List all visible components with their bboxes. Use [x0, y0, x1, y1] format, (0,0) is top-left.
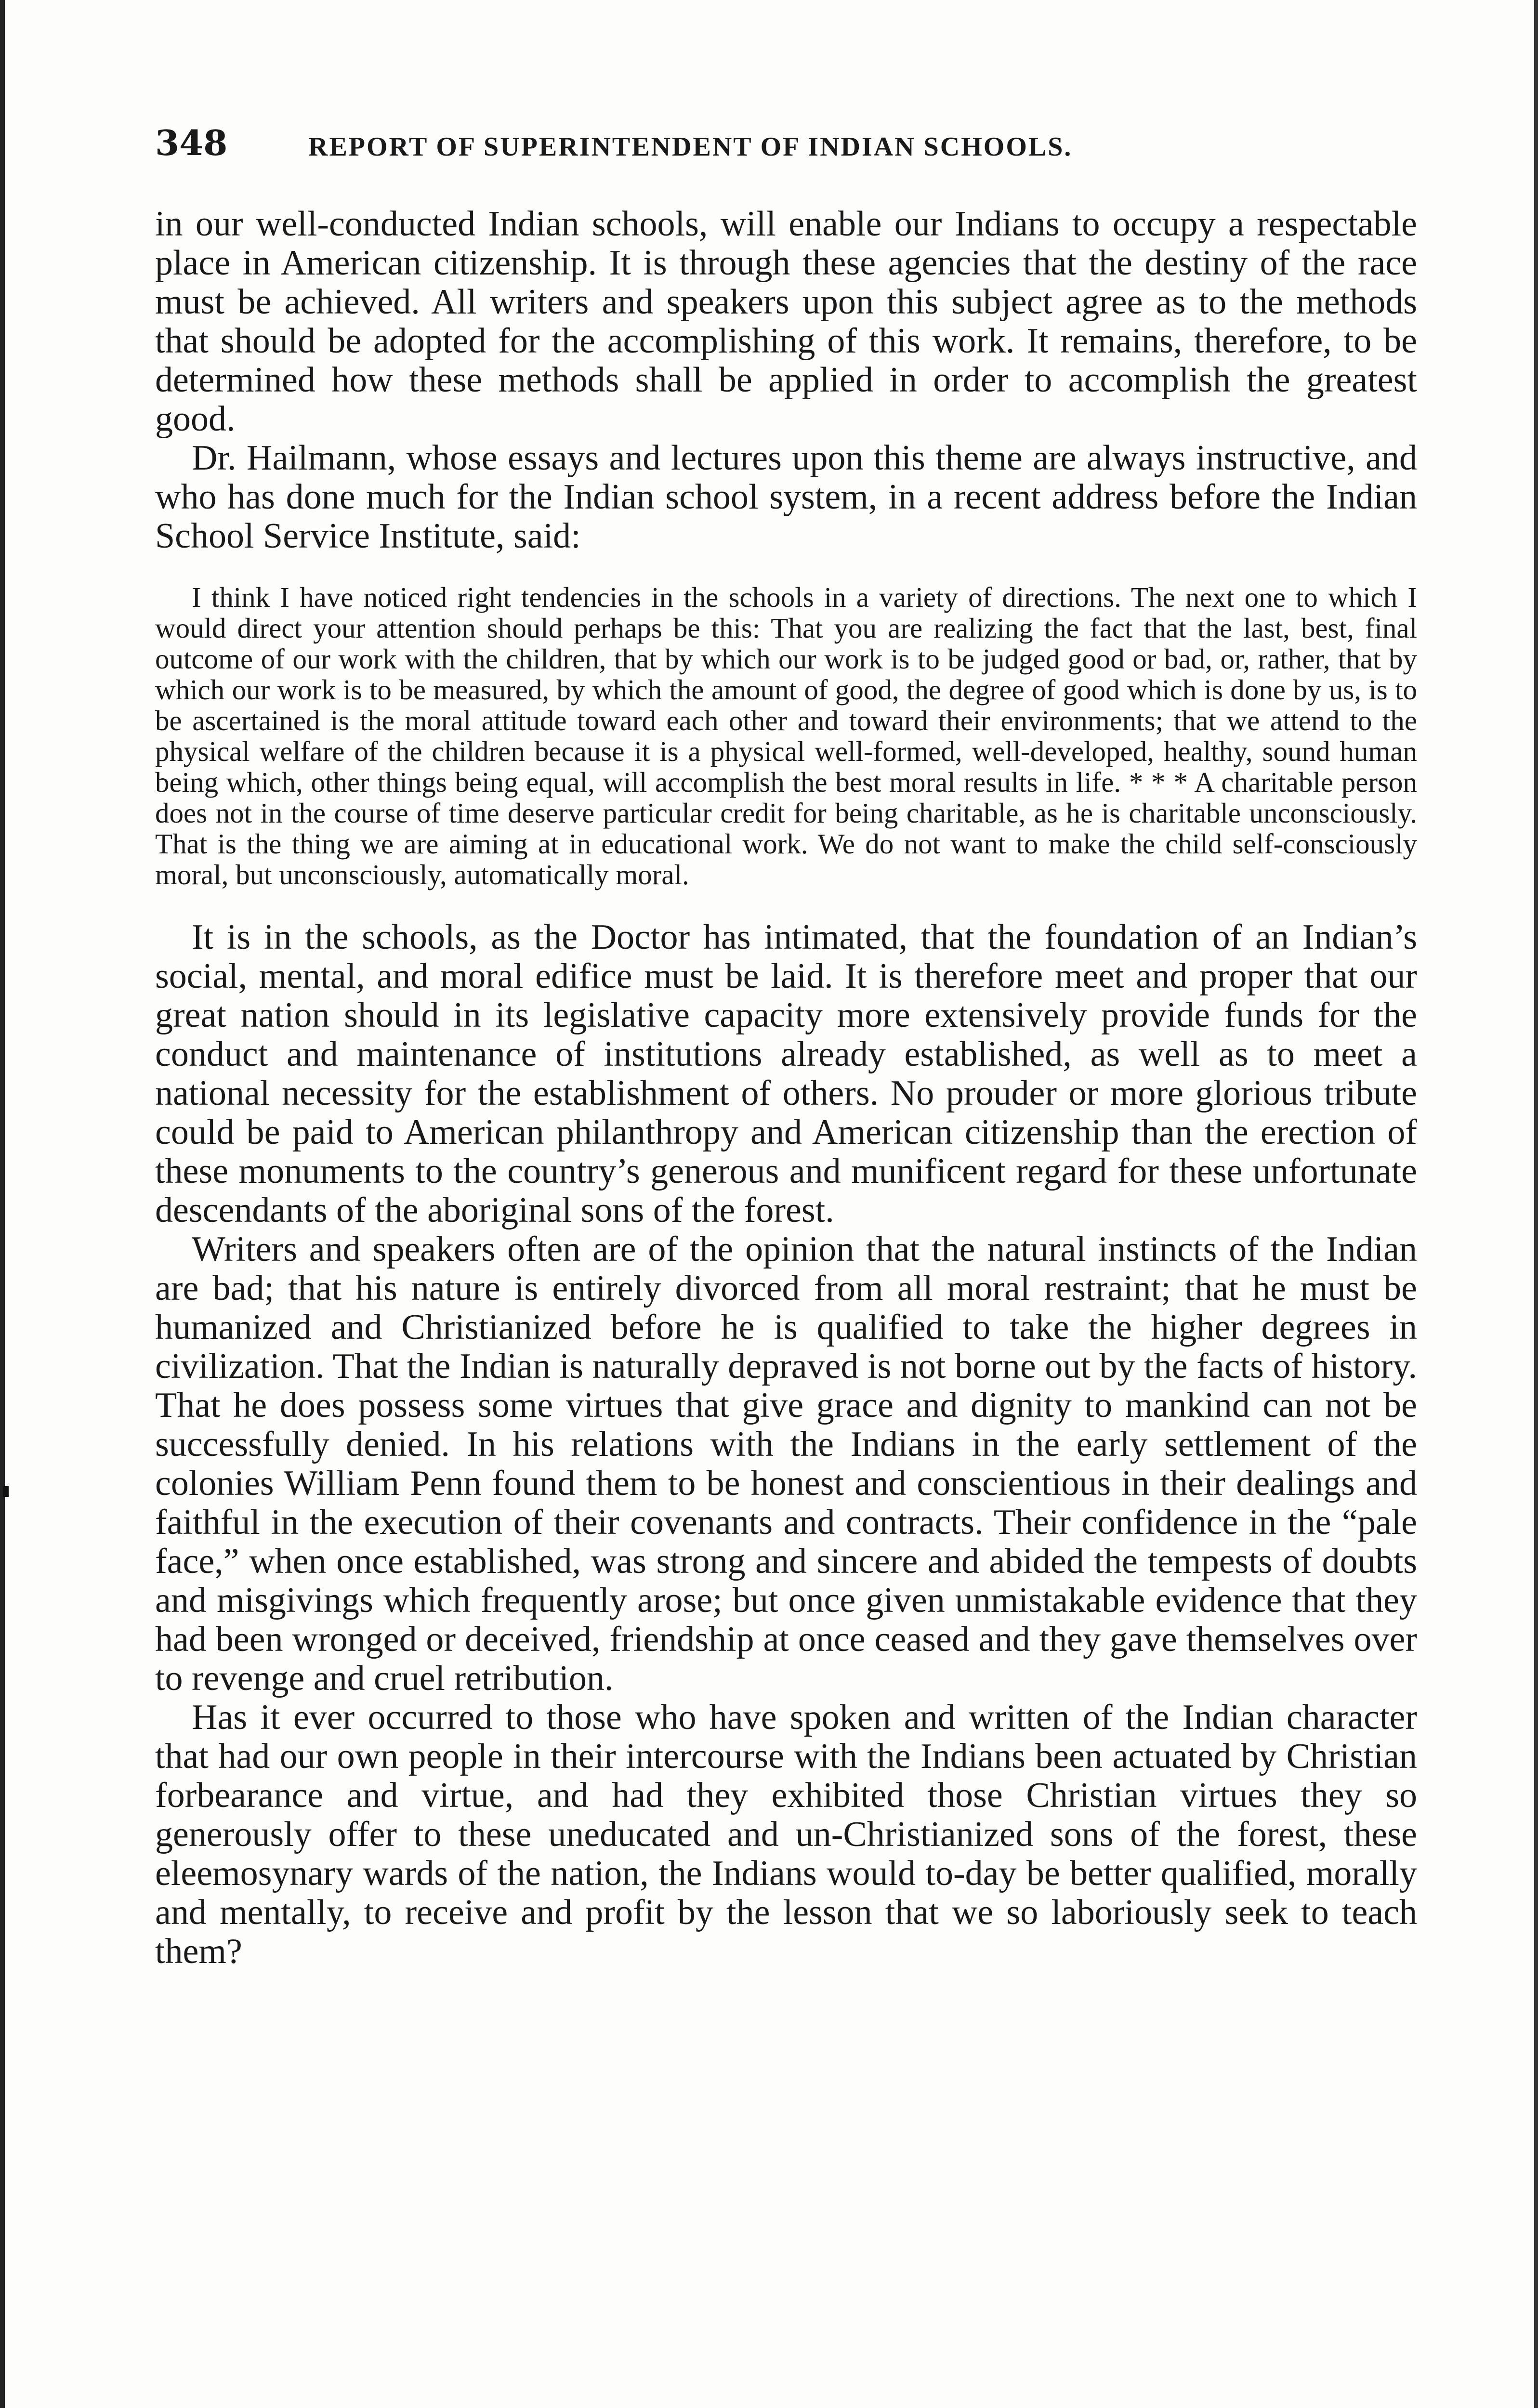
- body-text: [155, 205, 1417, 1971]
- paragraph-4: Writers and speakers often are of the opinion that the natural instincts of the Indian are bad; that his nature is entirely divorced from all moral restraint; that he must be humanized and Christianized before he is qualified to take the higher degrees in civilization. That the Indian is naturally depraved is not borne out by the facts of history. That he does possess some virtues that give grace and dignity to mankind can not be successfully denied. In his relations with the Indians in the early settlement of the colonies William Penn found them to be honest and conscientious in their dealings and faithful in the execution of their covenants and contracts. Their confidence in the “pale face,” when once established, was strong and sincere and abided the tempests of doubts and misgivings which frequently arose; but once given unmistakable evidence that they had been wronged or deceived, friendship at once ceased and they gave themselves over to revenge and cruel retribution.: [155, 1230, 1417, 1698]
- running-head: [155, 121, 1345, 165]
- margin-mark: [3, 1486, 9, 1497]
- paragraph-2: Dr. Hailmann, whose essays and lectures upon this theme are always instructive, and who has done much for the Indian school system, in a recent address before the Indian School Service Institute, said:: [155, 438, 1417, 556]
- paragraph-3: It is in the schools, as the Doctor has intimated, that the foundation of an Indian’s social, mental, and moral edifice must be laid. It is therefore meet and proper that our great nation should in its legislative capacity more extensively provide funds for the conduct and maintenance of institutions already established, as well as to meet a national necessity for the establishment of others. No prouder or more glorious tribute could be paid to American philanthropy and American citizenship than the erection of these monuments to the country’s generous and munificent regard for these unfortunate descendants of the aboriginal sons of the forest.: [155, 917, 1417, 1230]
- scan-border-left: [0, 0, 5, 2408]
- page-number: 348: [155, 122, 228, 163]
- paragraph-1: in our well-conducted Indian schools, will enable our Indians to occupy a respectable place in American citizenship. It is through these agencies that the destiny of the race must be achieved. All writers and speakers upon this subject agree as to the methods that should be adopted for the accomplishing of this work. It remains, therefore, to be determined how these methods shall be applied in order to accomplish the greatest good.: [155, 204, 1417, 439]
- block-quote: I think I have noticed right tendencies in the schools in a variety of directions. The next one to which I would direct your attention should perhaps be this: That you are realizing the fact that the last, best, final outcome of our work with the children, that by which our work is to be judged good or bad, or, rather, that by which our work is to be measured, by which the amount of good, the degree of good which is done by us, is to be ascertained is the moral attitude toward each other and toward their environments; that we attend to the physical welfare of the children because it is a physical well-formed, well-developed, healthy, sound human being which, other things being equal, will accomplish the best moral results in life. * * * A charitable person does not in the course of time deserve particular credit for being charitable, as he is charitable unconsciously. That is the thing we are aiming at in educational work. We do not want to make the child self-consciously moral, but unconsciously, automatically moral.: [155, 581, 1417, 890]
- scan-border-right: [1534, 0, 1538, 2408]
- paragraph-5: Has it ever occurred to those who have spoken and written of the Indian character that had our own people in their intercourse with the Indians been actuated by Christian forbearance and virtue, and had they exhibited those Christian virtues they so generously offer to these uneducated and un-Christianized sons of the forest, these eleemosynary wards of the nation, the Indians would to-day be better qualified, morally and mentally, to receive and profit by the lesson that we so laboriously seek to teach them?: [155, 1698, 1417, 1971]
- running-title: REPORT OF SUPERINTENDENT OF INDIAN SCHOOLS.: [308, 132, 1073, 162]
